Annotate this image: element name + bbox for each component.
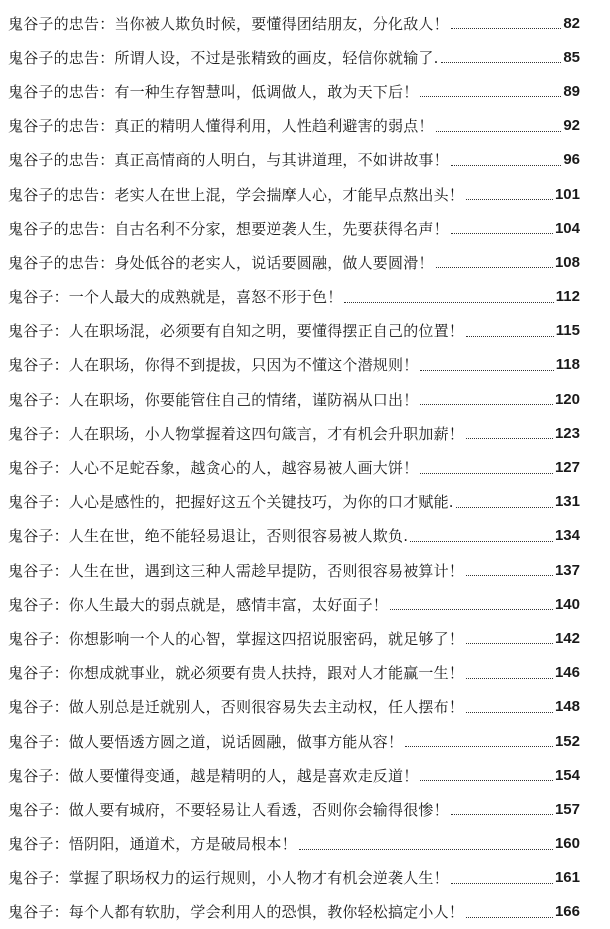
toc-dot-leader (441, 61, 562, 63)
toc-entry-page: 134 (554, 527, 580, 545)
toc-dot-leader (466, 335, 554, 337)
toc-entry-title: 鬼谷子：做人要有城府，不要轻易让人看透，否则你会输得很惨！ (8, 800, 449, 819)
toc-dot-leader (420, 369, 553, 371)
toc-entry-page: 166 (554, 903, 580, 921)
toc-entry-title: 鬼谷子：人在职场混，必须要有自知之明，要懂得摆正自己的位置！ (8, 322, 465, 341)
toc-entry[interactable] (0, 519, 610, 553)
table-of-contents (0, 6, 610, 929)
toc-entry-page: 137 (554, 561, 580, 579)
toc-entry-title: 鬼谷子：一个人最大的成熟就是，喜怒不形于色！ (8, 288, 343, 307)
toc-entry-page: 146 (554, 664, 580, 682)
toc-dot-leader (451, 232, 553, 234)
toc-entry-page: 96 (563, 151, 580, 169)
toc-entry-title: 鬼谷子：人在职场，小人物掌握着这四句箴言，才有机会升职加薪！ (8, 424, 465, 443)
toc-dot-leader (451, 882, 553, 884)
toc-entry-page: 118 (555, 356, 580, 374)
toc-entry-title: 鬼谷子的忠告：有一种生存智慧叫，低调做人，敢为天下后！ (8, 82, 419, 101)
toc-entry[interactable] (0, 656, 610, 690)
toc-dot-leader (466, 711, 553, 713)
toc-entry-page: 152 (554, 732, 580, 750)
toc-dot-leader (456, 506, 553, 508)
toc-entry[interactable] (0, 314, 610, 348)
toc-entry-page: 140 (554, 595, 580, 613)
toc-dot-leader (466, 574, 553, 576)
toc-entry[interactable] (0, 450, 610, 484)
toc-entry[interactable] (0, 827, 610, 861)
toc-entry-title: 鬼谷子的忠告：真正的精明人懂得利用，人性趋利避害的弱点！ (8, 117, 434, 136)
toc-entry[interactable] (0, 6, 610, 40)
toc-dot-leader (466, 437, 553, 439)
toc-entry-page: 104 (554, 219, 580, 237)
toc-entry[interactable] (0, 74, 610, 108)
toc-entry-title: 鬼谷子：做人别总是迁就别人，否则很容易失去主动权，任人摆布！ (8, 698, 465, 717)
toc-entry-page: 148 (554, 698, 580, 716)
toc-dot-leader (344, 301, 553, 303)
toc-entry-title: 鬼谷子的忠告：身处低谷的老实人，说话要圆融，做人要圆滑！ (8, 253, 434, 272)
toc-entry-page: 127 (554, 459, 580, 477)
toc-entry-title: 鬼谷子的忠告：老实人在世上混，学会揣摩人心，才能早点熬出头！ (8, 185, 465, 204)
toc-entry[interactable] (0, 690, 610, 724)
toc-entry-title: 鬼谷子：人在职场，你要能管住自己的情绪，谨防祸从口出！ (8, 390, 419, 409)
toc-entry[interactable] (0, 895, 610, 929)
toc-entry[interactable] (0, 177, 610, 211)
toc-entry[interactable] (0, 40, 610, 74)
toc-entry-title: 鬼谷子：你想成就事业，就必须要有贵人扶持，跟对人才能赢一生！ (8, 664, 465, 683)
toc-entry[interactable] (0, 587, 610, 621)
toc-entry-title: 鬼谷子：人心不足蛇吞象，越贪心的人，越容易被人画大饼！ (8, 459, 419, 478)
toc-entry-page: 123 (554, 424, 580, 442)
toc-entry-page: 85 (563, 48, 580, 66)
toc-entry-title: 鬼谷子：掌握了职场权力的运行规则，小人物才有机会逆袭人生！ (8, 869, 449, 888)
toc-entry-title: 鬼谷子的忠告：真正高情商的人明白，与其讲道理，不如讲故事！ (8, 151, 449, 170)
toc-dot-leader (451, 164, 562, 166)
toc-entry[interactable] (0, 211, 610, 245)
toc-entry-page: 154 (554, 766, 580, 784)
toc-dot-leader (420, 779, 553, 781)
toc-entry-page: 108 (554, 253, 580, 271)
toc-entry-title: 鬼谷子：你人生最大的弱点就是，感情丰富，太好面子！ (8, 595, 389, 614)
toc-dot-leader (420, 403, 553, 405)
toc-dot-leader (299, 848, 553, 850)
toc-dot-leader (436, 266, 553, 268)
toc-dot-leader (466, 916, 553, 918)
toc-entry[interactable] (0, 553, 610, 587)
toc-entry[interactable] (0, 758, 610, 792)
toc-entry-page: 89 (563, 82, 580, 100)
toc-entry[interactable] (0, 861, 610, 895)
toc-entry-title: 鬼谷子：人心是感性的，把握好这五个关键技巧，为你的口才赋能. (8, 493, 454, 512)
toc-entry-title: 鬼谷子：人在职场，你得不到提拔，只因为不懂这个潜规则！ (8, 356, 419, 375)
toc-dot-leader (451, 813, 553, 815)
toc-dot-leader (451, 27, 562, 29)
toc-entry-title: 鬼谷子的忠告：自古名利不分家，想要逆袭人生，先要获得名声！ (8, 219, 449, 238)
toc-dot-leader (466, 677, 553, 679)
toc-entry[interactable] (0, 792, 610, 826)
toc-entry[interactable] (0, 280, 610, 314)
toc-entry-title: 鬼谷子：悟阴阳，通道术，方是破局根本！ (8, 835, 297, 854)
toc-entry-page: 157 (554, 800, 580, 818)
toc-dot-leader (466, 198, 553, 200)
toc-entry-title: 鬼谷子的忠告：所谓人设，不过是张精致的画皮，轻信你就输了. (8, 48, 439, 67)
toc-entry-page: 112 (555, 288, 580, 306)
toc-entry-page: 92 (563, 117, 580, 135)
toc-dot-leader (466, 642, 553, 644)
toc-entry-page: 142 (554, 629, 580, 647)
toc-entry-title: 鬼谷子：你想影响一个人的心智，掌握这四招说服密码，就足够了！ (8, 629, 465, 648)
toc-entry[interactable] (0, 485, 610, 519)
toc-entry-title: 鬼谷子：做人要悟透方圆之道，说话圆融，做事方能从容！ (8, 732, 404, 751)
toc-dot-leader (436, 130, 562, 132)
toc-entry[interactable] (0, 245, 610, 279)
toc-dot-leader (405, 745, 553, 747)
toc-dot-leader (420, 472, 553, 474)
toc-entry-title: 鬼谷子：人生在世，绝不能轻易退让，否则很容易被人欺负. (8, 527, 409, 546)
toc-entry-page: 161 (554, 869, 580, 887)
toc-entry[interactable] (0, 109, 610, 143)
toc-dot-leader (410, 540, 553, 542)
toc-entry[interactable] (0, 382, 610, 416)
toc-dot-leader (390, 608, 553, 610)
toc-entry[interactable] (0, 143, 610, 177)
toc-entry-page: 82 (563, 14, 580, 32)
toc-entry[interactable] (0, 348, 610, 382)
toc-entry-page: 120 (554, 390, 580, 408)
toc-entry-title: 鬼谷子的忠告：当你被人欺负时候，要懂得团结朋友，分化敌人！ (8, 14, 449, 33)
toc-dot-leader (420, 95, 561, 97)
toc-entry-page: 101 (554, 185, 580, 203)
toc-entry-page: 115 (555, 322, 580, 340)
toc-entry[interactable] (0, 724, 610, 758)
toc-entry[interactable] (0, 416, 610, 450)
toc-entry-page: 160 (554, 835, 580, 853)
toc-entry-title: 鬼谷子：做人要懂得变通，越是精明的人，越是喜欢走反道！ (8, 766, 419, 785)
toc-entry-page: 131 (554, 493, 580, 511)
toc-entry-title: 鬼谷子：每个人都有软肋，学会利用人的恐惧，教你轻松搞定小人！ (8, 903, 465, 922)
toc-entry-title: 鬼谷子：人生在世，遇到这三种人需趁早提防，否则很容易被算计！ (8, 561, 465, 580)
toc-entry[interactable] (0, 621, 610, 655)
